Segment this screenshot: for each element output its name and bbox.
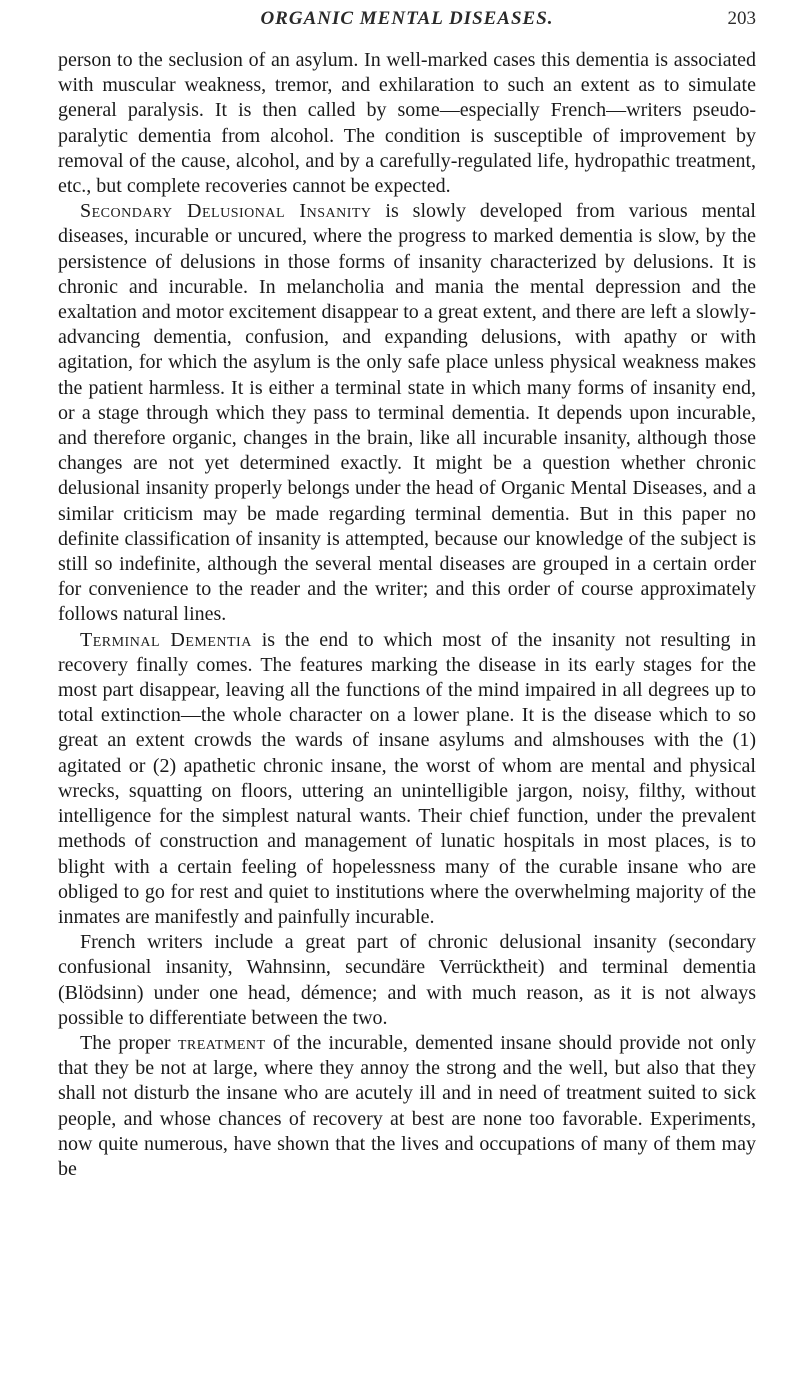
paragraph-terminal-dementia [58, 628, 756, 930]
body-text [58, 48, 756, 1182]
page-number: 203 [727, 8, 756, 29]
paragraph-text: French writers include a great part of chronic delusional insanity (secondary confusional insanity, Wahnsinn, secundäre Verrücktheit) and terminal dementia (Blödsinn) under one head, démence; and with much reason, as it is not always possible to differentiate between the two. [58, 931, 756, 1029]
running-head [58, 8, 756, 40]
paragraph-text: is slowly developed from various mental diseases, incurable or uncured, where the progress to marked dementia is slow, by the persistence of delusions in those forms of insanity characterized by delusions. It is chronic and incurable. In melancholia and mania the mental depression and the exaltation and motor excitement disappear to a great extent, and there are left a slowly-advancing dementia, confusion, and expanding delusions, with apathy or with agitation, for which the asylum is the only safe place unless physical weakness makes the patient harmless. It is either a terminal state in which many forms of insanity end, or a stage through which they pass to terminal dementia. It depends upon incurable, and therefore organic, changes in the brain, like all incurable insanity, although those changes are not yet determined exactly. It might be a question whether chronic delusional insanity properly belongs under the head of Organic Mental Diseases, and a similar criticism may be made regarding terminal dementia. But in this paper no definite classification of insanity is attempted, because our knowledge of the subject is still so indefinite, although the several mental diseases are grouped in a certain order for convenience to the reader and the writer; and this order of course approximately follows natural lines. [58, 200, 756, 626]
running-title: ORGANIC MENTAL DISEASES. [260, 8, 554, 29]
section-heading: Secondary Delusional Insanity [80, 200, 372, 223]
paragraph-alcoholic-dementia [58, 48, 756, 199]
section-heading: Terminal Dementia [80, 628, 252, 651]
paragraph-french-writers [58, 930, 756, 1031]
paragraph-text: person to the seclusion of an asylum. In well-marked cases this dementia is associated with muscular weakness, tremor, and exhilaration to such an extent as to simulate general paralysis. It is then called by some—especially French—writers pseudo-paralytic dementia from alcohol. The condition is susceptible of improvement by removal of the cause, alcohol, and by a carefully-regulated life, hydropathic treatment, etc., but complete recoveries cannot be expected. [58, 49, 756, 198]
paragraph-treatment [58, 1031, 756, 1182]
paragraph-secondary-delusional-insanity [58, 199, 756, 627]
paragraph-text: is the end to which most of the insanity not resulting in recovery finally comes. The features marking the disease in its early stages for the most part disappear, leaving all the functions of the mind impaired in all degrees up to total extinction—the whole character on a lower plane. It is the disease which to so great an extent crowds the wards of insane asylums and almshouses with the (1) agitated or (2) apathetic chronic insane, the worst of whom are mental and physical wrecks, squatting on floors, uttering an unintelligible jargon, noisy, filthy, without intelligence for the simplest natural wants. Their chief function, under the prevalent methods of construction and management of lunatic hospitals in most places, is to blight with a certain feeling of hopelessness many of the curable insane who are obliged to go for rest and quiet to institutions where the overwhelming majority of the inmates are manifestly and painfully incurable. [58, 628, 756, 928]
inline-heading: treatment [177, 1031, 266, 1054]
paragraph-text: of the incurable, demented insane should provide not only that they be not at large, where they annoy the strong and the well, but also that they shall not disturb the insane who are acutely ill and in need of treatment suited to sick people, and whose chances of recovery at best are none too favorable. Experiments, now quite numerous, have shown that the lives and occupations of many of them may be [58, 1031, 756, 1180]
paragraph-text-before: The proper [80, 1031, 178, 1054]
